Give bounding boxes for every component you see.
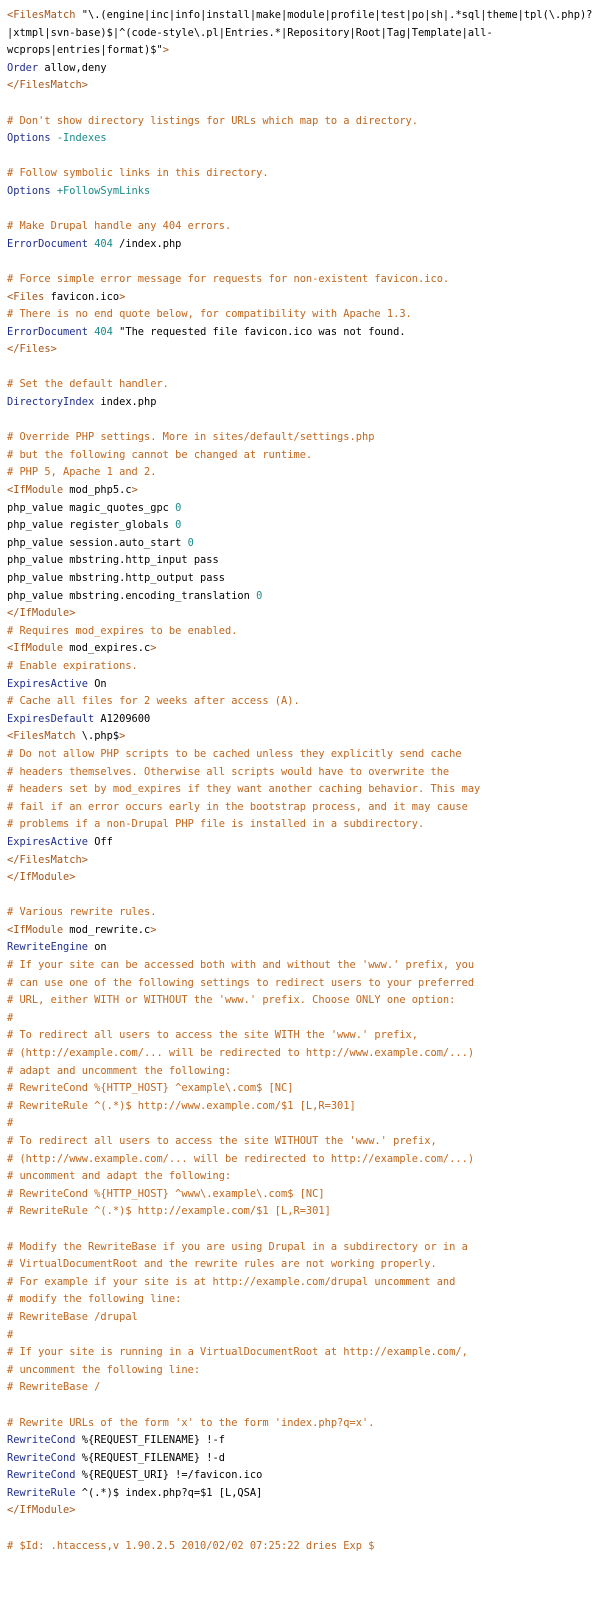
code-token-directive: Options [7,184,51,197]
code-token-tag: <FilesMatch [7,730,76,743]
code-token-directive: ErrorDocument [7,325,88,338]
code-token-arg: wcprops|entries|format)$" [7,44,163,57]
code-line [7,693,593,711]
code-line [7,1415,593,1433]
code-token-number: 0 [175,501,182,514]
code-line [7,711,593,729]
code-line [7,570,593,588]
code-line [7,464,593,482]
code-token-comment: # adapt and uncomment the following: [7,1064,232,1077]
code-token-arg: favicon.ico [44,290,120,303]
code-token-arg: php_value register_globals [7,519,176,532]
code-token-comment: # RewriteRule ^(.*)$ http://www.example.com/$1 [L,R=301] [7,1099,356,1112]
code-token-directive: RewriteRule [7,1486,76,1499]
code-token-directive: ExpiresDefault [7,712,95,725]
code-token-comment: # RewriteRule ^(.*)$ http://example.com/$1 [L,R=301] [7,1205,331,1218]
code-token-arg: |xtmpl|svn-base)$|^(code-style\.pl|Entries.*|Repository|Root|Tag|Template|all- [7,26,493,39]
code-token-comment: # [7,1117,14,1130]
code-line [7,500,593,518]
code-token-comment: # (http://www.example.com/... will be redirected to http://example.com/...) [7,1152,475,1165]
code-token-comment: # Various rewrite rules. [7,906,157,919]
code-token-flag: +FollowSymLinks [50,184,151,197]
code-token-arg: %{REQUEST_FILENAME} !-d [75,1451,225,1464]
code-token-number: 0 [175,519,182,532]
code-line [7,482,593,500]
code-token-tag: > [150,642,157,655]
code-line [7,781,593,799]
code-line [7,394,593,412]
code-line [7,148,593,166]
code-line [7,271,593,289]
code-token-number: 404 [87,237,113,250]
code-line [7,1485,593,1503]
code-token-arg: Off [87,835,113,848]
code-line [7,412,593,430]
code-line [7,605,593,623]
code-line [7,922,593,940]
code-line [7,1027,593,1045]
code-token-arg: php_value mbstring.encoding_translation [7,589,257,602]
code-token-arg: php_value mbstring.http_input pass [7,554,219,567]
code-token-directive: RewriteEngine [7,941,88,954]
code-line [7,218,593,236]
code-token-arg: A1209600 [94,712,151,725]
code-line [7,992,593,1010]
code-line [7,834,593,852]
code-token-directive: DirectoryIndex [7,396,95,409]
code-token-arg: mod_php5.c [63,484,132,497]
code-line [7,25,593,43]
code-line [7,1133,593,1151]
code-token-arg: %{REQUEST_URI} !=/favicon.ico [75,1469,263,1482]
code-token-comment: # Set the default handler. [7,378,169,391]
code-token-directive: Order [7,61,39,74]
code-line [7,1309,593,1327]
code-token-comment: # For example if your site is at http://example.com/drupal uncomment and [7,1275,456,1288]
code-token-tag: </FilesMatch> [7,79,88,92]
code-token-comment: # Enable expirations. [7,659,138,672]
code-line [7,869,593,887]
code-line [7,95,593,113]
code-token-directive: Options [7,132,51,145]
code-line [7,957,593,975]
code-line [7,852,593,870]
code-line [7,1063,593,1081]
code-token-arg: index.php [94,396,157,409]
code-line [7,324,593,342]
code-line [7,113,593,131]
code-token-directive: RewriteCond [7,1469,76,1482]
code-token-tag: > [119,730,126,743]
code-line [7,1450,593,1468]
code-line [7,1362,593,1380]
code-line [7,1432,593,1450]
code-line [7,1221,593,1239]
code-token-tag: > [150,923,157,936]
code-token-tag: > [162,44,169,57]
code-line [7,588,593,606]
code-line [7,1080,593,1098]
code-line [7,975,593,993]
code-token-tag: </IfModule> [7,871,76,884]
code-token-tag: </IfModule> [7,1504,76,1517]
code-line [7,1538,593,1556]
code-token-comment: # Follow symbolic links in this directory. [7,167,269,180]
code-token-arg: mod_expires.c [63,642,151,655]
code-token-comment: # Make Drupal handle any 404 errors. [7,220,232,233]
code-line [7,253,593,271]
code-line [7,1168,593,1186]
code-token-number: 0 [187,536,194,549]
code-token-comment: # VirtualDocumentRoot and the rewrite rules are not working properly. [7,1258,437,1271]
code-line [7,1274,593,1292]
code-token-comment: # headers set by mod_expires if they want another caching behavior. This may [7,783,481,796]
code-token-arg: \.php$ [75,730,120,743]
code-line [7,904,593,922]
code-token-comment: # [7,1011,14,1024]
code-line [7,42,593,60]
code-token-arg: on [87,941,107,954]
code-token-arg: mod_rewrite.c [63,923,151,936]
code-token-comment: # (http://example.com/... will be redirected to http://www.example.com/...) [7,1047,475,1060]
code-line [7,939,593,957]
code-line [7,77,593,95]
code-line [7,289,593,307]
code-token-comment: # problems if a non-Drupal PHP file is installed in a subdirectory. [7,818,425,831]
code-line [7,1239,593,1257]
code-line [7,130,593,148]
code-token-comment: # There is no end quote below, for compatibility with Apache 1.3. [7,308,412,321]
code-line [7,816,593,834]
code-line [7,165,593,183]
code-token-comment: # Force simple error message for requests for non-existent favicon.ico. [7,272,450,285]
code-line [7,1379,593,1397]
code-token-number: 404 [87,325,113,338]
code-line [7,429,593,447]
code-token-directive: RewriteCond [7,1451,76,1464]
code-token-arg: /index.php [112,237,182,250]
code-token-comment: # uncomment the following line: [7,1363,201,1376]
code-token-directive: ErrorDocument [7,237,88,250]
code-line [7,535,593,553]
code-line [7,447,593,465]
code-line [7,1045,593,1063]
code-line [7,60,593,78]
code-line [7,640,593,658]
code-line [7,552,593,570]
code-line [7,623,593,641]
code-token-tag: <FilesMatch [7,9,76,21]
code-token-tag: </FilesMatch> [7,853,88,866]
code-token-tag: > [119,290,126,303]
code-token-tag: <IfModule [7,642,64,655]
code-token-comment: # Override PHP settings. More in sites/default/settings.php [7,431,375,444]
code-line [7,728,593,746]
code-line [7,764,593,782]
code-line [7,676,593,694]
code-token-arg: On [87,677,107,690]
code-token-comment: # RewriteBase / [7,1381,101,1394]
code-token-comment: # RewriteCond %{HTTP_HOST} ^example\.com$ [NC] [7,1082,294,1095]
code-line [7,517,593,535]
code-line [7,1291,593,1309]
code-token-arg: %{REQUEST_FILENAME} !-f [75,1434,225,1447]
code-line [7,799,593,817]
code-token-comment: # PHP 5, Apache 1 and 2. [7,466,157,479]
code-token-arg: "\.(engine|inc|info|install|make|module|profile|test|po|sh|.*sql|theme|tpl(\.php)? [75,9,593,21]
code-token-arg: php_value magic_quotes_gpc [7,501,176,514]
code-token-comment: # [7,1328,14,1341]
code-line [7,236,593,254]
code-token-comment: # can use one of the following settings to redirect users to your preferred [7,976,475,989]
code-token-comment: # If your site is running in a VirtualDocumentRoot at http://example.com/, [7,1346,468,1359]
code-token-comment: # If your site can be accessed both with and without the 'www.' prefix, you [7,959,475,972]
code-token-comment: # fail if an error occurs early in the bootstrap process, and it may cause [7,800,468,813]
code-token-tag: <Files [7,290,45,303]
code-token-tag: > [131,484,138,497]
code-token-comment: # Cache all files for 2 weeks after access (A). [7,695,300,708]
code-token-comment: # Don't show directory listings for URLs which map to a directory. [7,114,419,127]
code-token-comment: # but the following cannot be changed at runtime. [7,448,313,461]
code-token-comment: # To redirect all users to access the site WITHOUT the 'www.' prefix, [7,1135,437,1147]
code-token-comment: # Do not allow PHP scripts to be cached unless they explicitly send cache [7,747,462,760]
code-line [7,746,593,764]
code-token-tag: </IfModule> [7,607,76,620]
code-token-comment: # To redirect all users to access the site WITH the 'www.' prefix, [7,1029,419,1042]
code-token-comment: # uncomment and adapt the following: [7,1170,232,1183]
code-token-directive: ExpiresActive [7,677,88,690]
code-line [7,1397,593,1415]
code-line [7,1256,593,1274]
code-line [7,1098,593,1116]
code-token-comment: # URL, either WITH or WITHOUT the 'www.' prefix. Choose ONLY one option: [7,994,456,1007]
code-line [7,341,593,359]
code-token-arg: "The requested file favicon.ico was not found. [112,325,406,338]
code-token-arg: allow,deny [38,61,107,74]
code-token-arg: php_value mbstring.http_output pass [7,572,225,584]
code-token-number: 0 [256,589,263,602]
code-line [7,1327,593,1345]
code-token-tag: <IfModule [7,923,64,936]
code-line [7,359,593,377]
code-token-comment: # $Id: .htaccess,v 1.90.2.5 2010/02/02 07:25:22 dries Exp $ [7,1539,375,1552]
code-line [7,1344,593,1362]
code-line [7,1151,593,1169]
code-line [7,183,593,201]
code-line [7,887,593,905]
code-token-comment: # RewriteBase /drupal [7,1310,138,1323]
code-line [7,7,593,25]
code-line [7,1186,593,1204]
code-token-comment: # Modify the RewriteBase if you are using Drupal in a subdirectory or in a [7,1240,468,1253]
code-line [7,1010,593,1028]
code-token-directive: ExpiresActive [7,835,88,848]
code-token-flag: -Indexes [50,132,107,145]
code-line [7,306,593,324]
code-token-tag: <IfModule [7,484,64,497]
code-token-directive: RewriteCond [7,1434,76,1447]
code-line [7,1203,593,1221]
code-line [7,376,593,394]
code-line [7,1115,593,1133]
code-line [7,658,593,676]
code-token-comment: # Requires mod_expires to be enabled. [7,624,238,637]
code-token-tag: </Files> [7,343,57,356]
code-token-arg: php_value session.auto_start [7,536,188,549]
code-line [7,201,593,219]
code-line [7,1467,593,1485]
code-token-comment: # modify the following line: [7,1293,182,1306]
code-line [7,1520,593,1538]
code-token-comment: # headers themselves. Otherwise all scripts would have to overwrite the [7,765,450,778]
code-token-comment: # RewriteCond %{HTTP_HOST} ^www\.example\.com$ [NC] [7,1187,325,1200]
code-line [7,1502,593,1520]
code-token-comment: # Rewrite URLs of the form 'x' to the form 'index.php?q=x'. [7,1416,375,1429]
code-token-arg: ^(.*)$ index.php?q=$1 [L,QSA] [75,1486,263,1499]
